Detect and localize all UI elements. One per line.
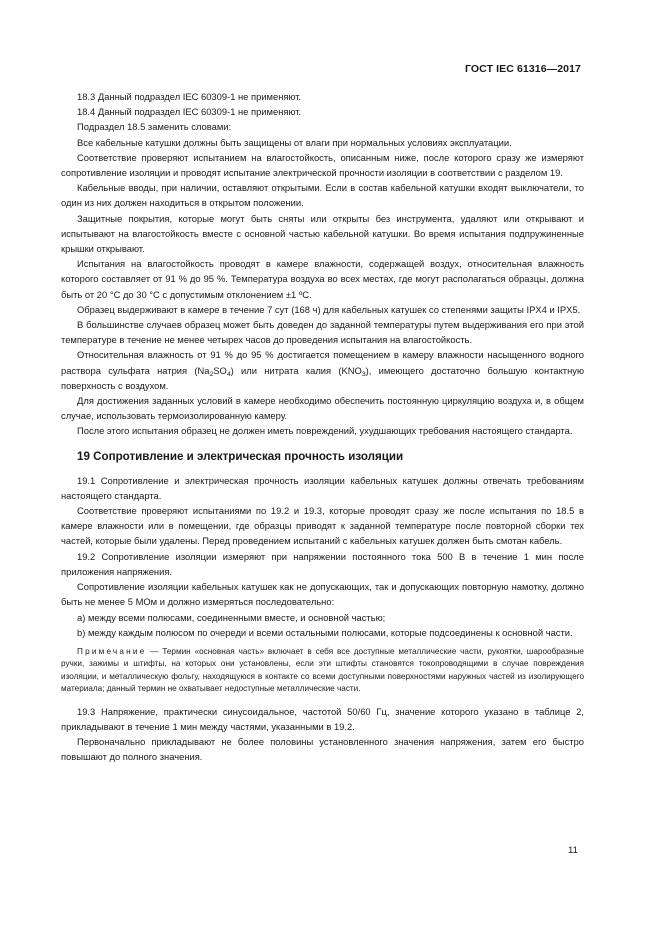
list-item: a) между всеми полюсами, соединенными вместе, и основной частью; bbox=[77, 611, 386, 623]
paragraph: После этого испытания образец не должен иметь повреждений, ухудшающих требования настоящего стандарта. bbox=[77, 425, 573, 437]
paragraph: Все кабельные катушки должны быть защищены от влаги при нормальных условиях эксплуатации. bbox=[77, 136, 512, 148]
humidity-paragraph bbox=[61, 347, 584, 393]
paragraph: Подраздел 18.5 заменить словами: bbox=[77, 121, 232, 133]
paragraph: Защитные покрытия, которые могут быть сняты или открыты без инструмента, удаляют или открывают и испытывают на влагостойкость вместе с основной частью кабельной катушки. Во время испытания подпружиненные крышки открывают. bbox=[61, 212, 584, 255]
text-run: SO bbox=[213, 364, 227, 376]
note-label: Примечание bbox=[77, 646, 147, 656]
subscript: 2 bbox=[209, 370, 214, 378]
paragraph: 18.4 Данный подраздел IEC 60309-1 не применяют. bbox=[77, 106, 302, 118]
paragraph: 19.1 Сопротивление и электрическая прочность изоляции кабельных катушек должны отвечать требованиям настоящего стандарта. bbox=[61, 474, 584, 501]
paragraph: Соответствие проверяют испытанием на влагостойкость, описанным ниже, после которого сразу же измеряют сопротивление изоляции и проводят испытание электрической прочности изоляции в соответствии с разделом 19. bbox=[61, 151, 584, 179]
section-heading: 19 Сопротивление и электрическая прочность изоляции bbox=[77, 449, 404, 463]
standard-designation: ГОСТ IEC 61316—2017 bbox=[464, 63, 581, 75]
text-run: ), имеющего достаточно большую контактную поверхность с воздухом. bbox=[61, 364, 584, 391]
paragraph: В большинстве случаев образец может быть доведен до заданной температуры путем выдерживания его при этой температуре в течение не менее четырех часов до проведения испытания на влагостойкость. bbox=[61, 319, 584, 346]
paragraph: 18.3 Данный подраздел IEC 60309-1 не применяют. bbox=[77, 91, 302, 102]
subscript: 4 bbox=[226, 370, 231, 378]
body-text bbox=[61, 89, 584, 764]
text-run: ) или нитрата калия (KNO bbox=[230, 364, 362, 376]
paragraph: 19.3 Напряжение, практически синусоидальное, частотой 50/60 Гц, значение которого указано в таблице 2, прикладывают в течение 1 мин между частями, указанными в 19.2. bbox=[61, 705, 584, 732]
subscript: 3 bbox=[361, 370, 366, 378]
paragraph: Соответствие проверяют испытаниями по 19.2 и 19.3, которые проводят сразу же после испытания по 18.5 в камере влажности или в помещении, где образцы приводят к заданной температуре после повторной сборки тех частей, которые были удалены. Перед проведением испытаний с кабельных катушек должен быть смотан кабель. bbox=[61, 505, 584, 547]
note bbox=[61, 646, 584, 696]
note-text: — Термин «основная часть» включает в себя все доступные металлические части, рукоятки, шарообразные ручки, зажимы и штифты, на которых они установлены, если эти штифты становятся токопроводящими в случае повреждения изоляции, и металлическую фольгу, находящуюся в контакте со всеми доступными поверхностями наружных частей из изолирующего материала; данный термин не охватывает недоступные металлические части. bbox=[61, 646, 584, 694]
paragraph: Образец выдерживают в камере в течение 7 сут (168 ч) для кабельных катушек со степенями защиты IPX4 и IPX5. bbox=[77, 303, 581, 315]
paragraph: Кабельные вводы, при наличии, оставляют открытыми. Если в состав кабельной катушки входят выключатели, то один из них должен находиться в открытом положении. bbox=[61, 182, 584, 209]
paragraph: Сопротивление изоляции кабельных катушек как не допускающих, так и допускающих повторную намотку, должно быть не менее 5 МОм и должно измеряться последовательно: bbox=[61, 581, 584, 608]
list-item: b) между каждым полюсом по очереди и всеми остальными полюсами, которые подсоединены к основной части. bbox=[77, 626, 573, 638]
paragraph: Испытания на влагостойкость проводят в камере влажности, содержащей воздух, относительная влажность которого составляет от 91 % до 95 %. Температура воздуха во всех местах, где могут располагаться образцы, должна быть от 20 °С до 30 °С с допустимым отклонением ±1 ºС. bbox=[61, 258, 584, 300]
text-run: Относительная влажность от 91 % до 95 % достигается помещением в камеру влажности насыщенного водного раствора сульфата натрия (Na bbox=[61, 349, 584, 376]
paragraph: Первоначально прикладывают не более половины установленного значения напряжения, затем его быстро повышают до полного значения. bbox=[61, 735, 584, 763]
spacer bbox=[61, 696, 584, 704]
paragraph: Для достижения заданных условий в камере необходимо обеспечить постоянную циркуляцию воздуха и, в общем случае, использовать термоизолированную камеру. bbox=[61, 395, 584, 422]
paragraph: 19.2 Сопротивление изоляции измеряют при напряжении постоянного тока 500 В в течение 1 мин после приложения напряжения. bbox=[61, 550, 584, 577]
page-number: 11 bbox=[568, 845, 578, 856]
